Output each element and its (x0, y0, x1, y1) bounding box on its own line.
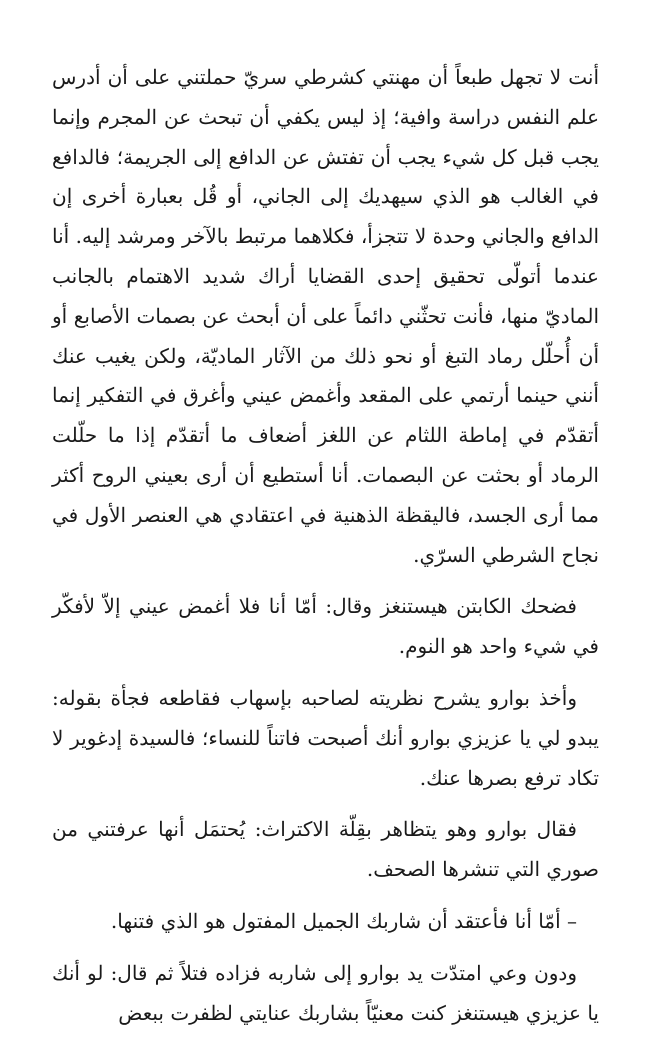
book-page (52, 58, 599, 1045)
paragraph-5: – أمّا أنا فأعتقد أن شاربك الجميل المفتول هو الذي فتنها. (110, 908, 577, 933)
paragraph-1: أنت لا تجهل طبعاً أن مهنتي كشرطي سريّ حملتني على أن أدرس علم النفس دراسة وافية؛ إذ ليس يكفي أن تبحث عن المجرم وإنما يجب قبل كل شيء يجب أن تفتش عن الدافع إلى الجريمة؛ فالدافع في الغالب هو الذي سيهديك إلى الجاني، أو قُل بعبارة أخرى إن الدافع والجاني وحدة لا تتجزأ، فكلاهما مرتبط بالآخر ومرشد إليه. أنا عندما أتولّى تحقيق إحدى القضايا أراك شديد الاهتمام بالجانب الماديّ منها، فأنت تحثّني دائماً على أن أبحث عن بصمات الأصابع أو أن أُحلّل رماد التبغ أو نحو ذلك من الآثار الماديّة، ولكن يغيب عنك أنني حينما أرتمي على المقعد وأغمض عيني وأغرق في التفكير إنما أتقدّم في إماطة اللثام عن اللغز أضعاف ما أتقدّم إذا ما حلّلت الرماد أو بحثت عن البصمات. أنا أستطيع أن أرى بعيني الروح أكثر مما أرى الجسد، فاليقظة الذهنية في اعتقادي هي العنصر الأول في نجاح الشرطي السرّي. (52, 65, 599, 567)
paragraph-4: فقال بوارو وهو يتظاهر بقِلّة الاكتراث: يُحتمَل أنها عرفتني من صوري التي تنشرها الصحف. (52, 817, 599, 882)
paragraph-2: فضحك الكابتن هيستنغز وقال: أمّا أنا فلا أغمض عيني إلاّ لأفكّر في شيء واحد هو النوم. (52, 594, 599, 659)
paragraph-6: ودون وعي امتدّت يد بوارو إلى شاربه فزاده فتلاً ثم قال: لو أنك يا عزيزي هيستنغز كنت معنيّاً بشاربك عنايتي لظفرت ببعض (52, 960, 599, 1025)
paragraph-3: وأخذ بوارو يشرح نظريته لصاحبه بإسهاب فقاطعه فجأة بقوله: يبدو لي يا عزيزي بوارو أنك أصبحت فاتناً للنساء؛ فالسيدة إدغوير لا تكاد ترفع بصرها عنك. (52, 685, 599, 790)
